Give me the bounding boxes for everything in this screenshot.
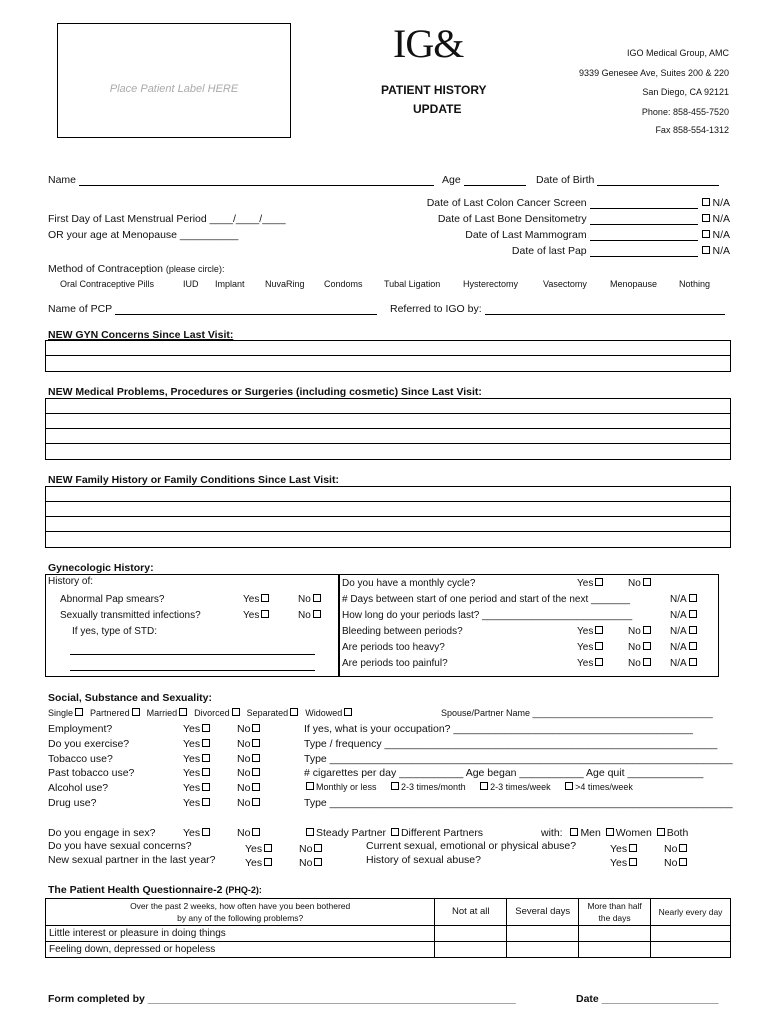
gyn-concerns-row[interactable]: [46, 341, 730, 356]
no-label: No: [664, 843, 678, 855]
phq-cell[interactable]: [435, 942, 507, 958]
phq-cell[interactable]: [579, 942, 651, 958]
men-checkbox[interactable]: [570, 828, 578, 836]
yes-label: Yes: [183, 738, 201, 750]
contraception-option[interactable]: Tubal Ligation: [384, 279, 441, 289]
tobacco-yes[interactable]: [183, 753, 212, 765]
alcohol-no[interactable]: [237, 782, 262, 794]
name-field[interactable]: [48, 174, 434, 186]
checkbox[interactable]: [643, 642, 651, 650]
phq-cell[interactable]: [507, 926, 579, 942]
no-label: No: [237, 827, 251, 839]
age-field[interactable]: [442, 174, 526, 186]
monthly-cycle-no[interactable]: [628, 578, 653, 589]
contraception-heading: [48, 263, 224, 275]
checkbox[interactable]: [314, 858, 322, 866]
checkbox[interactable]: [689, 642, 697, 650]
mammo-field[interactable]: [465, 229, 730, 241]
medical-title: NEW Medical Problems, Procedures or Surgeries (including cosmetic) Since Last Visit:: [48, 386, 482, 398]
clinic-phone: Phone: 858-455-7520: [641, 107, 729, 117]
lmp-field[interactable]: First Day of Last Menstrual Period ____/____/____: [48, 213, 286, 225]
family-row[interactable]: [46, 502, 730, 517]
bone-na-label: N/A: [712, 213, 730, 225]
no-label: No: [299, 857, 313, 869]
no-label: No: [628, 578, 641, 589]
with-label: with:: [541, 827, 563, 839]
pcp-field[interactable]: [48, 303, 377, 315]
past-tobacco-no[interactable]: [237, 767, 262, 779]
family-row[interactable]: [46, 532, 730, 547]
na-label: N/A: [670, 626, 687, 637]
both-label: Both: [666, 827, 689, 839]
checkbox[interactable]: [252, 783, 260, 791]
yes-label: Yes: [183, 797, 201, 809]
sex-no[interactable]: [237, 827, 262, 839]
phq-row-depressed: [46, 942, 731, 958]
four-week-label: >4 times/week: [575, 782, 633, 792]
widowed-checkbox[interactable]: [344, 708, 352, 716]
pcp-line[interactable]: [115, 305, 377, 315]
no-label: No: [237, 767, 251, 779]
bleeding-label: Bleeding between periods?: [342, 626, 463, 637]
yes-label: Yes: [577, 658, 594, 669]
colon-na-label: N/A: [712, 197, 730, 209]
bleeding-yes[interactable]: [577, 626, 605, 637]
checkbox[interactable]: [252, 754, 260, 762]
sti-no[interactable]: [298, 610, 323, 621]
cigarettes-field[interactable]: # cigarettes per day ___________ Age began ___________ Age quit _____________: [304, 767, 704, 779]
new-partner-no[interactable]: [299, 857, 324, 869]
no-label: No: [298, 594, 311, 605]
medical-row[interactable]: [46, 414, 730, 429]
separated-checkbox[interactable]: [290, 708, 298, 716]
referred-label: Referred to IGO by:: [390, 303, 482, 315]
checkbox[interactable]: [202, 754, 210, 762]
single-label: Single: [48, 708, 74, 718]
no-label: No: [664, 857, 678, 869]
yes-label: Yes: [183, 767, 201, 779]
days-between-na[interactable]: [670, 594, 699, 605]
phq-col-several-days: Several days: [507, 899, 579, 926]
phq-title-small: (PHQ-2):: [225, 885, 262, 895]
married-label: Married: [146, 708, 178, 718]
clinic-fax: Fax 858-554-1312: [655, 125, 729, 135]
phq-cell[interactable]: [435, 926, 507, 942]
mammo-label: Date of Last Mammogram: [465, 229, 587, 241]
separated-label: Separated: [246, 708, 289, 718]
checkbox[interactable]: [261, 610, 269, 618]
contraception-option[interactable]: Nothing: [679, 279, 711, 289]
monthly-cycle-yes[interactable]: [577, 578, 605, 589]
women-label: Women: [615, 827, 652, 839]
yes-label: Yes: [183, 723, 201, 735]
women-checkbox[interactable]: [606, 828, 614, 836]
monthly-checkbox[interactable]: [306, 782, 314, 790]
new-partner-label: New sexual partner in the last year?: [48, 854, 216, 866]
checkbox[interactable]: [252, 768, 260, 776]
no-label: No: [298, 610, 311, 621]
gyn-concerns-box[interactable]: [45, 340, 731, 372]
painful-yes[interactable]: [577, 658, 605, 669]
sti-row: [60, 610, 201, 621]
checkbox[interactable]: [689, 658, 697, 666]
colon-label: Date of Last Colon Cancer Screen: [426, 197, 587, 209]
family-row[interactable]: [46, 487, 730, 502]
patient-label-box: [57, 23, 291, 138]
sti-yes[interactable]: [243, 610, 271, 621]
sex-label: Do you engage in sex?: [48, 827, 156, 839]
checkbox[interactable]: [252, 798, 260, 806]
alcohol-yes[interactable]: [183, 782, 212, 794]
form-date[interactable]: Date ____________________: [576, 993, 719, 1005]
tobacco-type-field[interactable]: Type _____________________________________________________________________: [304, 753, 733, 765]
checkbox[interactable]: [643, 626, 651, 634]
sti-label: Sexually transmitted infections?: [60, 610, 201, 621]
different-label: Different Partners: [400, 827, 484, 839]
exercise-frequency-field[interactable]: Type / frequency _________________________________________________________: [304, 738, 718, 750]
yes-label: Yes: [183, 753, 201, 765]
checkbox[interactable]: [264, 858, 272, 866]
phq-question-header: [46, 899, 435, 926]
clinic-address: 9339 Genesee Ave, Suites 200 & 220: [579, 68, 729, 78]
contraception-option[interactable]: Oral Contraceptive Pills: [60, 279, 155, 289]
checkbox[interactable]: [314, 844, 322, 852]
heavy-na[interactable]: [670, 642, 699, 653]
form-title-line2: UPDATE: [413, 102, 462, 116]
bone-na-checkbox[interactable]: [702, 214, 710, 222]
single-checkbox[interactable]: [75, 708, 83, 716]
monthly-cycle-label: Do you have a monthly cycle?: [342, 578, 476, 589]
employment-label: Employment?: [48, 723, 113, 735]
gyn-concerns-title: NEW GYN Concerns Since Last Visit:: [48, 329, 234, 341]
abuse-history-yes[interactable]: [610, 857, 639, 869]
bleeding-no[interactable]: [628, 626, 653, 637]
widowed-label: Widowed: [305, 708, 343, 718]
yes-label: Yes: [183, 782, 201, 794]
days-between-label[interactable]: # Days between start of one period and start of the next _______: [342, 594, 630, 605]
how-long-na[interactable]: [670, 610, 699, 621]
clinic-city: San Diego, CA 92121: [642, 87, 729, 97]
std-type-label: If yes, type of STD:: [72, 626, 158, 637]
na-label: N/A: [670, 658, 687, 669]
spouse-name-field[interactable]: Spouse/Partner Name ____________________________________: [441, 708, 713, 718]
yes-label: Yes: [610, 857, 628, 869]
how-long-label[interactable]: How long do your periods last? ___________________________: [342, 610, 633, 621]
phq-cell[interactable]: [507, 942, 579, 958]
phq-header-line2: by any of the following problems?: [177, 913, 304, 923]
checkbox[interactable]: [261, 594, 269, 602]
checkbox[interactable]: [595, 578, 603, 586]
mammo-na-checkbox[interactable]: [702, 230, 710, 238]
checkbox[interactable]: [252, 724, 260, 732]
phq-cell[interactable]: [579, 926, 651, 942]
contraception-option[interactable]: Vasectomy: [543, 279, 587, 289]
phq-col-nearly-every-day: Nearly every day: [651, 899, 731, 926]
exercise-no[interactable]: [237, 738, 262, 750]
checkbox[interactable]: [679, 844, 687, 852]
colon-screen-field[interactable]: [427, 197, 730, 209]
family-row[interactable]: [46, 517, 730, 532]
form-title-line1: PATIENT HISTORY: [381, 83, 487, 97]
bleeding-na[interactable]: [670, 626, 699, 637]
heavy-no[interactable]: [628, 642, 653, 653]
occupation-field[interactable]: If yes, what is your occupation? _________________________________________: [304, 723, 693, 735]
checkbox[interactable]: [252, 739, 260, 747]
tobacco-label: Tobacco use?: [48, 753, 113, 765]
dob-line[interactable]: [597, 176, 719, 186]
pap-label: Date of last Pap: [511, 245, 587, 257]
yes-label: Yes: [243, 610, 260, 621]
medical-row[interactable]: [46, 444, 730, 459]
contraception-title: Method of Contraception: [48, 263, 163, 275]
checkbox[interactable]: [595, 658, 603, 666]
phq-header-line1: Over the past 2 weeks, how often have you been bothered: [130, 901, 351, 911]
abnormal-pap-yes[interactable]: [243, 594, 271, 605]
mammo-na-label: N/A: [712, 229, 730, 241]
na-label: N/A: [670, 610, 687, 621]
drug-yes[interactable]: [183, 797, 212, 809]
times-month-label: 2-3 times/month: [401, 782, 466, 792]
partnered-label: Partnered: [90, 708, 130, 718]
no-label: No: [237, 723, 251, 735]
gyn-history-title: Gynecologic History:: [48, 562, 154, 574]
drug-no[interactable]: [237, 797, 262, 809]
contraception-option[interactable]: IUD: [183, 279, 199, 289]
age-label: Age: [442, 174, 461, 186]
pap-na-checkbox[interactable]: [702, 246, 710, 254]
referred-field[interactable]: [390, 303, 725, 315]
sexual-concerns-no[interactable]: [299, 843, 324, 855]
no-label: No: [237, 797, 251, 809]
yes-label: Yes: [183, 827, 201, 839]
family-box[interactable]: [45, 486, 731, 548]
tobacco-no[interactable]: [237, 753, 262, 765]
painful-no[interactable]: [628, 658, 653, 669]
past-tobacco-label: Past tobacco use?: [48, 767, 135, 779]
drug-type-field[interactable]: Type _____________________________________________________________________: [304, 797, 733, 809]
phq-row-label: Feeling down, depressed or hopeless: [46, 942, 435, 958]
yes-label: Yes: [245, 843, 263, 855]
no-label: No: [237, 782, 251, 794]
pap-na-label: N/A: [712, 245, 730, 257]
no-label: No: [628, 626, 641, 637]
phq-table: [45, 898, 731, 958]
checkbox[interactable]: [595, 626, 603, 634]
checkbox[interactable]: [629, 844, 637, 852]
form-completed-by[interactable]: Form completed by _______________________________________________________________: [48, 993, 516, 1005]
checkbox[interactable]: [689, 594, 697, 602]
checkbox[interactable]: [202, 724, 210, 732]
std-type-line[interactable]: [70, 654, 315, 655]
painful-na[interactable]: [670, 658, 699, 669]
alcohol-label: Alcohol use?: [48, 782, 109, 794]
phq-col-more-line2: the days: [598, 913, 631, 923]
abuse-history-label: History of sexual abuse?: [366, 854, 481, 866]
times-week-checkbox[interactable]: [480, 782, 488, 790]
igo-logo: IG&: [393, 21, 464, 66]
both-checkbox[interactable]: [657, 828, 665, 836]
name-line[interactable]: [79, 176, 434, 186]
mammo-line[interactable]: [590, 231, 698, 241]
yes-label: Yes: [577, 626, 594, 637]
patient-label-placeholder: Place Patient Label HERE: [109, 83, 239, 95]
no-label: No: [237, 753, 251, 765]
checkbox[interactable]: [643, 658, 651, 666]
clinic-name: IGO Medical Group, AMC: [626, 48, 729, 58]
yes-label: Yes: [243, 594, 260, 605]
colon-na-checkbox[interactable]: [702, 198, 710, 206]
abuse-history-no[interactable]: [664, 857, 689, 869]
yes-label: Yes: [577, 578, 594, 589]
checkbox[interactable]: [643, 578, 651, 586]
steady-checkbox[interactable]: [306, 828, 314, 836]
sexual-concerns-label: Do you have sexual concerns?: [48, 840, 192, 852]
abuse-current-yes[interactable]: [610, 843, 639, 855]
contraception-option[interactable]: Implant: [215, 279, 245, 289]
menopause-field[interactable]: OR your age at Menopause __________: [48, 229, 239, 241]
checkbox[interactable]: [202, 828, 210, 836]
different-checkbox[interactable]: [391, 828, 399, 836]
phq-cell[interactable]: [651, 942, 731, 958]
employment-no[interactable]: [237, 723, 262, 735]
bone-label: Date of Last Bone Densitometry: [437, 213, 587, 225]
phq-cell[interactable]: [651, 926, 731, 942]
family-title: NEW Family History or Family Conditions Since Last Visit:: [48, 474, 339, 486]
medical-row[interactable]: [46, 429, 730, 444]
phq-row-label: Little interest or pleasure in doing things: [46, 926, 435, 942]
abnormal-pap-row: [60, 594, 165, 605]
yes-label: Yes: [610, 843, 628, 855]
painful-label: Are periods too painful?: [342, 658, 448, 669]
phq-title-text: The Patient Health Questionnaire-2: [48, 884, 223, 896]
abuse-current-no[interactable]: [664, 843, 689, 855]
steady-label: Steady Partner: [316, 827, 387, 839]
checkbox[interactable]: [689, 626, 697, 634]
contraception-option[interactable]: Hysterectomy: [463, 279, 519, 289]
name-label: Name: [48, 174, 77, 186]
monthly-label: Monthly or less: [316, 782, 377, 792]
na-label: N/A: [670, 594, 687, 605]
dob-field[interactable]: [536, 174, 719, 186]
checkbox[interactable]: [264, 844, 272, 852]
yes-label: Yes: [245, 857, 263, 869]
drug-label: Drug use?: [48, 797, 97, 809]
checkbox[interactable]: [202, 739, 210, 747]
divorced-checkbox[interactable]: [232, 708, 240, 716]
history-of-label: History of:: [48, 576, 94, 587]
men-label: Men: [580, 827, 601, 839]
heavy-label: Are periods too heavy?: [342, 642, 445, 653]
phq-col-not-at-all: Not at all: [435, 899, 507, 926]
yes-label: Yes: [577, 642, 594, 653]
medical-row[interactable]: [46, 399, 730, 414]
partner-gender-row: [541, 827, 688, 839]
times-month-checkbox[interactable]: [391, 782, 399, 790]
phq-header-row: [46, 899, 731, 926]
checkbox[interactable]: [629, 858, 637, 866]
checkbox[interactable]: [689, 610, 697, 618]
na-label: N/A: [670, 642, 687, 653]
gyn-concerns-row[interactable]: [46, 356, 730, 371]
phq-col-more-than-half: [579, 899, 651, 926]
employment-yes[interactable]: [183, 723, 212, 735]
exercise-label: Do you exercise?: [48, 738, 130, 750]
times-week-label: 2-3 times/week: [490, 782, 551, 792]
no-label: No: [299, 843, 313, 855]
contraception-hint: (please circle):: [165, 264, 225, 274]
married-checkbox[interactable]: [179, 708, 187, 716]
divorced-label: Divorced: [194, 708, 230, 718]
medical-box[interactable]: [45, 398, 731, 460]
std-type-line[interactable]: [70, 670, 315, 671]
contraception-option[interactable]: Condoms: [324, 279, 363, 289]
no-label: No: [237, 738, 251, 750]
checkbox[interactable]: [252, 828, 260, 836]
pap-field[interactable]: [512, 245, 730, 257]
contraception-option[interactable]: NuvaRing: [265, 279, 305, 289]
sexual-concerns-yes[interactable]: [245, 843, 274, 855]
colon-line[interactable]: [590, 199, 698, 209]
contraception-option[interactable]: Menopause: [610, 279, 658, 289]
dob-label: Date of Birth: [536, 174, 595, 186]
abnormal-pap-label: Abnormal Pap smears?: [60, 594, 165, 605]
partner-type-row: [304, 827, 483, 839]
checkbox[interactable]: [202, 798, 210, 806]
checkbox[interactable]: [679, 858, 687, 866]
checkbox[interactable]: [313, 610, 321, 618]
past-tobacco-yes[interactable]: [183, 767, 212, 779]
pcp-label: Name of PCP: [48, 303, 112, 315]
abnormal-pap-no[interactable]: [298, 594, 323, 605]
sex-yes[interactable]: [183, 827, 212, 839]
partnered-checkbox[interactable]: [132, 708, 140, 716]
bone-field[interactable]: [438, 213, 730, 225]
phq-title: [48, 884, 262, 896]
no-label: No: [628, 658, 641, 669]
abuse-current-label: Current sexual, emotional or physical abuse?: [366, 840, 577, 852]
social-title: Social, Substance and Sexuality:: [48, 692, 212, 704]
checkbox[interactable]: [202, 783, 210, 791]
new-partner-yes[interactable]: [245, 857, 274, 869]
checkbox[interactable]: [595, 642, 603, 650]
four-week-checkbox[interactable]: [565, 782, 573, 790]
phq-row-interest: [46, 926, 731, 942]
pap-line[interactable]: [590, 247, 698, 257]
checkbox[interactable]: [313, 594, 321, 602]
age-line[interactable]: [464, 176, 526, 186]
bone-line[interactable]: [590, 215, 698, 225]
referred-line[interactable]: [485, 305, 725, 315]
alcohol-frequency-row: [304, 782, 633, 792]
no-label: No: [628, 642, 641, 653]
marital-status-row: [48, 708, 354, 718]
heavy-yes[interactable]: [577, 642, 605, 653]
checkbox[interactable]: [202, 768, 210, 776]
exercise-yes[interactable]: [183, 738, 212, 750]
phq-col-more-line1: More than half: [587, 901, 642, 911]
